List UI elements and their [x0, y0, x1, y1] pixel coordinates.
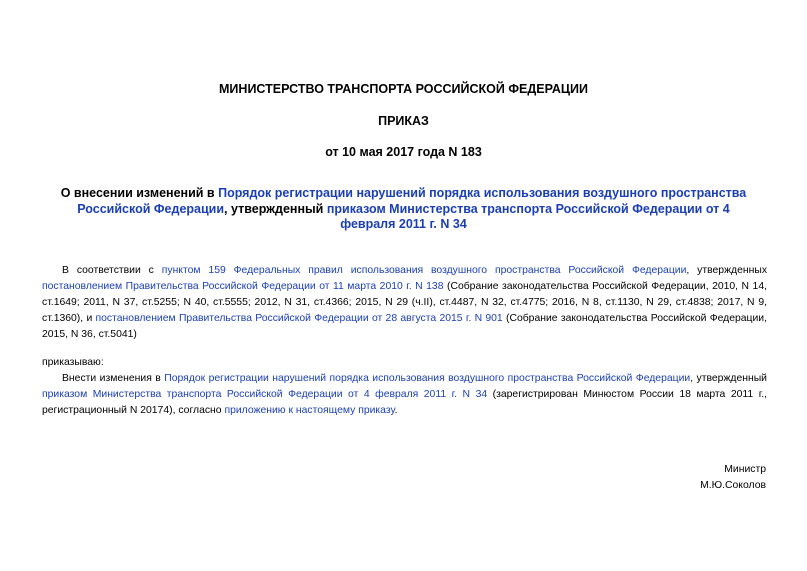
para3-text-2: , утвержденный	[690, 373, 767, 384]
date-number-heading: от 10 мая 2017 года N 183	[325, 145, 482, 159]
para3-link-appendix[interactable]: приложению к настоящему приказу	[224, 405, 395, 416]
title-link-procedure[interactable]: Порядок регистрации нарушений порядка использования воздушного пространства Российской Федерации	[77, 186, 747, 216]
para1-text-2: , утвержденных	[686, 265, 768, 276]
para1-text-1: В соответствии с	[62, 265, 162, 276]
para3-link-order[interactable]: приказом Министерства транспорта Российской Федерации от 4 февраля 2011 г. N 34	[42, 389, 488, 400]
para3-text-4: .	[394, 405, 398, 416]
para1-link-rules[interactable]: пунктом 159 Федеральных правил использования воздушного пространства Российской Федерации	[161, 265, 687, 276]
paragraph-amendments	[42, 371, 767, 419]
para1-text-3: (Собрание законодательства Российской Федерации, 2010, N 14, ст.1649; 2011, N 37, ст.5255; N 40, ст.5555; 2012, N 31, ст.4366; 2015, N 29 (ч.II), ст.4487, N 32, ст.4775; 2016, N 8, ст.1130, N 29, ст.4838; 2017, N 9, ст.1360), и	[42, 281, 767, 324]
ministry-heading: МИНИСТЕРСТВО ТРАНСПОРТА РОССИЙСКОЙ ФЕДЕРАЦИИ	[219, 82, 588, 96]
para1-text-4: (Собрание законодательства Российской Федерации, 2015, N 36, ст.5041)	[42, 313, 767, 340]
document-title	[60, 186, 747, 233]
paragraph-order-word: приказываю:	[42, 357, 104, 368]
title-link-order[interactable]: приказом Министерства транспорта Российской Федерации от 4 февраля 2011 г. N 34	[326, 201, 730, 231]
paragraph-basis	[42, 263, 767, 343]
title-text-1: О внесении изменений в	[60, 186, 219, 200]
para1-link-resolution-901[interactable]: постановлением Правительства Российской Федерации от 28 августа 2015 г. N 901	[95, 313, 503, 324]
document-type-heading: ПРИКАЗ	[378, 114, 429, 128]
para3-link-procedure[interactable]: Порядок регистрации нарушений порядка использования воздушного пространства Российской Федерации	[164, 373, 691, 384]
para3-text-3: (зарегистрирован Минюстом России 18 марта 2011 г., регистрационный N 20174), согласно	[42, 389, 768, 416]
signature-position: Министр	[724, 464, 766, 475]
para3-text-1: Внести изменения в	[62, 373, 165, 384]
title-text-2: , утвержденный	[224, 201, 327, 216]
para1-link-resolution-138[interactable]: постановлением Правительства Российской Федерации от 11 марта 2010 г. N 138	[42, 281, 444, 292]
signature-name: М.Ю.Соколов	[700, 480, 766, 491]
